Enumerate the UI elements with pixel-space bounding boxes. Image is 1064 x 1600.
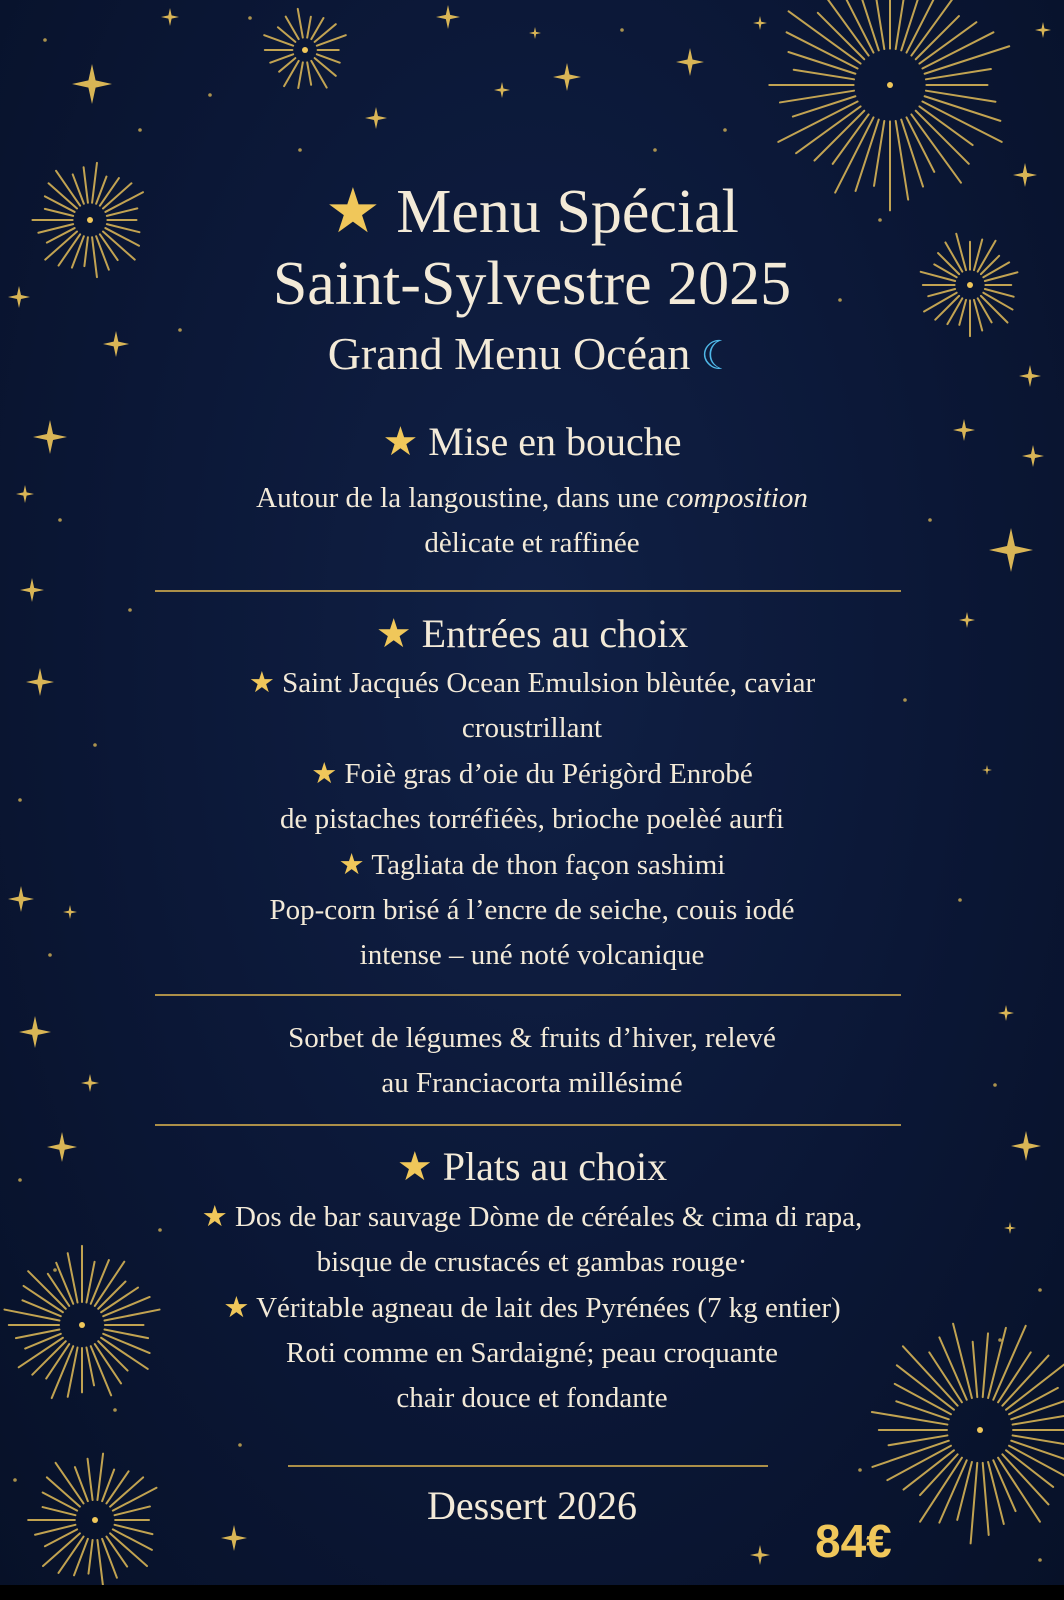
sparkle-icon xyxy=(529,27,541,39)
firework-icon xyxy=(769,0,1009,210)
plat-1-name xyxy=(0,1200,1064,1234)
star-icon: ★ xyxy=(338,849,365,881)
firework-icon xyxy=(264,9,346,88)
moon-icon: ☾ xyxy=(700,333,737,379)
divider xyxy=(288,1465,768,1467)
entree-2-name xyxy=(0,757,1064,791)
plat-2-desc-2: chair douce et fondante xyxy=(396,1382,668,1414)
mise-en-bouche-line-1 xyxy=(0,481,1064,515)
star-icon: ★ xyxy=(248,667,275,699)
divider xyxy=(155,994,901,996)
section-title-plats xyxy=(0,1145,1064,1189)
dot-icon xyxy=(928,518,932,522)
sparkle-icon xyxy=(20,578,44,602)
sparkle-icon xyxy=(553,63,581,91)
subtitle xyxy=(0,328,1064,382)
plat-2-desc-1: Roti comme en Sardaigné; peau croquante xyxy=(285,1337,779,1369)
entree-2-desc: de pistaches torréfiéès, brioche poelèé aurfi xyxy=(279,803,785,835)
text: Foiè gras d’oie du Périgòrd Enrobé xyxy=(344,758,753,790)
dessert-title: Dessert 2026 xyxy=(427,1483,637,1528)
star-icon: ★ xyxy=(396,1144,433,1189)
title-line-2: Saint-Sylvestre 2025 xyxy=(272,250,792,318)
dot-icon xyxy=(1038,1558,1042,1562)
sorbet-line-2: au Franciacorta millésimé xyxy=(381,1067,683,1099)
text: Saint Jacqués Ocean Emulsion blèutée, caviar xyxy=(282,667,816,699)
star-icon: ★ xyxy=(382,419,419,464)
text: Autour de la langoustine, dans une xyxy=(256,482,667,514)
title-text: Menu Spécial xyxy=(396,178,739,246)
plat-2-name xyxy=(0,1291,1064,1325)
sparkle-icon xyxy=(72,64,112,104)
dot-icon xyxy=(43,38,47,42)
section-title-mise-en-bouche xyxy=(0,420,1064,464)
dot-icon xyxy=(13,1478,17,1482)
divider xyxy=(155,1124,901,1126)
bottom-bar xyxy=(0,1585,1064,1600)
dot-icon xyxy=(858,1468,862,1472)
entree-3-name xyxy=(0,848,1064,882)
sparkle-icon xyxy=(676,48,704,76)
sparkle-icon xyxy=(753,16,767,30)
section-title-entrees xyxy=(0,612,1064,656)
sparkle-icon xyxy=(998,1005,1014,1021)
section-title-text: Entrées au choix xyxy=(421,611,689,656)
dot-icon xyxy=(653,148,657,152)
plat-1-desc: bisque de crustacés et gambas rouge· xyxy=(316,1246,748,1278)
sparkle-icon xyxy=(750,1545,770,1565)
dot-icon xyxy=(238,1443,242,1447)
title-line-1 xyxy=(0,180,1064,244)
entree-1-desc: croustrillant xyxy=(461,712,603,744)
dot-icon xyxy=(138,128,142,132)
sorbet-line-1: Sorbet de légumes & fruits d’hiver, relevé xyxy=(288,1022,776,1054)
text: Tagliata de thon façon sashimi xyxy=(371,849,726,881)
entree-3-desc-2: intense – uné noté volcanique xyxy=(359,939,705,971)
mise-en-bouche-line-2: dèlicate et raffinée xyxy=(424,527,640,559)
price: 84€ xyxy=(815,1515,892,1567)
dot-icon xyxy=(248,16,252,20)
star-icon: ★ xyxy=(311,758,338,790)
dot-icon xyxy=(723,128,727,132)
dot-icon xyxy=(208,93,212,97)
star-icon: ★ xyxy=(325,178,381,246)
entree-1-name xyxy=(0,666,1064,700)
sparkle-icon xyxy=(161,8,179,26)
dot-icon xyxy=(620,28,624,32)
sparkle-icon xyxy=(1035,22,1051,38)
text: Dos de bar sauvage Dòme de céréales & cima di rapa, xyxy=(234,1201,863,1233)
divider xyxy=(155,590,901,592)
star-icon: ★ xyxy=(375,611,412,656)
star-icon: ★ xyxy=(223,1292,250,1324)
entree-3-desc-1: Pop-corn brisé á l’encre de seiche, couis iodé xyxy=(269,894,795,926)
section-title-text: Plats au choix xyxy=(442,1144,668,1189)
sparkle-icon xyxy=(494,82,510,98)
section-title-text: Mise en bouche xyxy=(428,419,682,464)
subtitle-text: Grand Menu Océan xyxy=(327,328,691,379)
italic-text: composition xyxy=(666,482,808,514)
text: Véritable agneau de lait des Pyrénées (7 kg entier) xyxy=(256,1292,841,1324)
sparkle-icon xyxy=(221,1525,247,1551)
sparkle-icon xyxy=(365,107,387,129)
dot-icon xyxy=(298,148,302,152)
star-icon: ★ xyxy=(201,1201,228,1233)
sparkle-icon xyxy=(436,5,460,29)
dot-icon xyxy=(58,518,62,522)
